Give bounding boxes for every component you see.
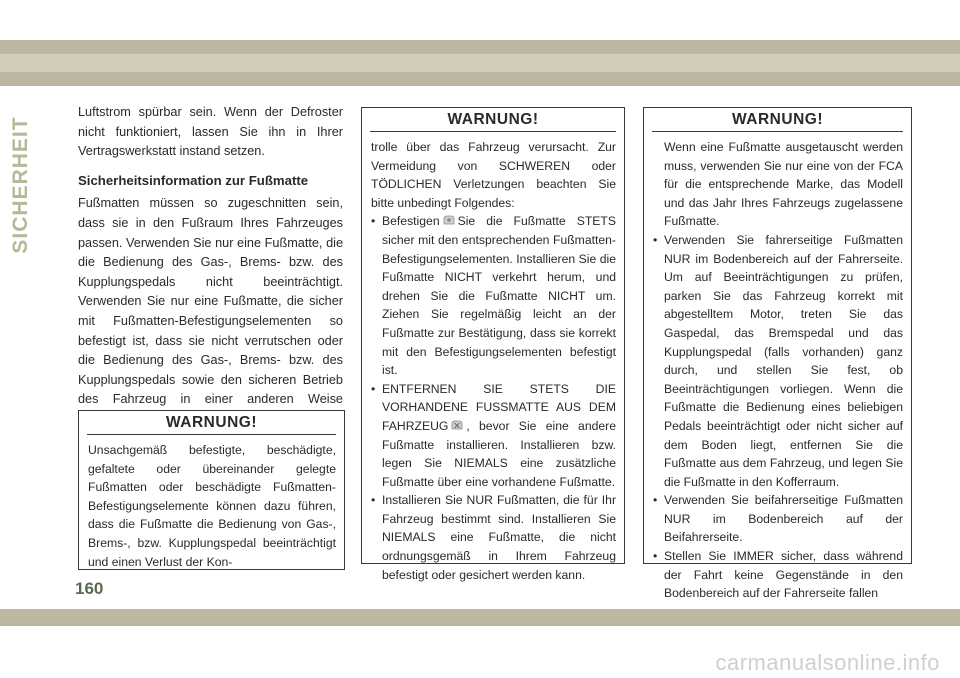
warning-text: Unsachgemäß befestigte, beschädigte, gefaltete oder übereinander gelegte Fußmatten oder beschädigte Fußmatten-Befestigungselemente können dazu führen, dass die Fußmatte die Bedienung von Gas-, Brems-, bzw. Kupplungspedal beeinträchtigt und einen Verlust der Kon-: [88, 443, 336, 569]
watermark-text: carmanualsonline.info: [715, 650, 940, 675]
warning-intro: Wenn eine Fußmatte ausgetauscht werden muss, verwenden Sie nur eine von der FCA für die entsprechende Marke, das Modell und das Jahr Ihres Fahrzeugs zugelassene Fußmatte.: [664, 140, 903, 229]
header-band-stripe: [0, 54, 960, 72]
warning-intro: trolle über das Fahrzeug verursacht. Zur Vermeidung von SCHWEREN oder TÖDLICHEN Verletzungen beachten Sie bitte unbedingt Folgendes:: [371, 140, 616, 210]
floor-mat-remove-icon: [450, 419, 464, 431]
page-number: 160: [75, 579, 104, 598]
list-item: [371, 212, 616, 379]
warning-box-3: [643, 107, 912, 601]
header-band: [0, 40, 960, 86]
warning-list: [371, 212, 616, 584]
section-label-text: SICHERHEIT: [9, 116, 32, 254]
list-item: [371, 380, 616, 492]
warning-box-1: [78, 410, 345, 570]
section-heading: Sicherheitsinformation zur Fußmatte: [78, 172, 309, 188]
footer-band: [0, 609, 960, 626]
floor-mat-paragraph: Fußmatten müssen so zugeschnitten sein, dass sie in den Fußraum Ihres Fahrzeuges passen. Verwenden Sie nur eine Fußmatte, die die Bedienung des Gas-, Brems- bzw. des Kupplungspedals nicht beeinträchtigt. Verwenden Sie nur eine Fußmatte, die sicher mit Fußmatten-Befestigungselementen so befestigt ist, dass sie nicht verrutschen oder die Bedienung des Gas-, Brems- bzw. des Kupplungspedals sowie den sicheren Betrieb des Fahrzeug in einer anderen Weise: [78, 196, 343, 407]
warning-title: WARNUNG!: [87, 411, 336, 435]
list-item-text: ENTFERNEN SIE STETS DIE VORHANDENE FUSSMATTE AUS DEM FAHRZEUG: [382, 381, 616, 433]
list-item-text: , bevor Sie eine andere Fußmatte installieren. Installieren bzw. legen Sie NIEMALS eine zusätzliche Fußmatte über eine vorhandene Fußmatte.: [382, 418, 616, 489]
list-item: • Stellen Sie IMMER sicher, dass während der Fahrt keine Gegenstände in den Bodenbereich auf der Fahrerseite fallen: [653, 547, 903, 603]
warning-body: [644, 132, 911, 609]
list-item: • Verwenden Sie fahrerseitige Fußmatten NUR im Bodenbereich auf der Fahrerseite. Um auf Beeinträchtigungen zu prüfen, parken Sie das Fahrzeug korrekt mit abgestelltem Motor, treten Sie das Gaspedal, das Bremspedal und das Kupplungspedal (falls vorhanden) ganz durch, und stellen Sie fest, ob Beeinträchtigungen vorliegen. Wenn die Fußmatte die Bedienung eines beliebigen Pedals beeinträchtigt oder nicht sicher auf dem Boden liegt, entfernen Sie die Fußmatte aus dem Fahrzeug, und legen Sie die Fußmatte in den Kofferraum.: [653, 231, 903, 491]
warning-body: [79, 435, 344, 577]
list-item: • Verwenden Sie beifahrerseitige Fußmatten NUR im Bodenbereich auf der Beifahrerseite.: [653, 491, 903, 547]
list-item-text: Sie die Fußmatte STETS sicher mit den entsprechenden Fußmatten-Befestigungselementen. Installieren Sie die Fußmatte NICHT verkehrt herum, und drehen Sie die Fußmatte NICHT um. Ziehen Sie regelmäßig leicht an der Fußmatte zur Bestätigung, dass sie korrekt mit den Befestigungselementen befestigt ist.: [382, 214, 616, 378]
warning-box-2: [361, 107, 625, 582]
intro-paragraph: Luftstrom spürbar sein. Wenn der Defroster nicht funktioniert, lassen Sie ihn in Ihrer Vertragswerkstatt instand setzen.: [78, 105, 343, 159]
warning-title: WARNUNG!: [370, 108, 616, 132]
section-side-label: [10, 105, 32, 265]
list-item: • Installieren Sie NUR Fußmatten, die für Ihr Fahrzeug bestimmt sind. Installieren Sie NIEMALS eine Fußmatte, die nicht ordnungsgemäß in Ihrem Fahrzeug befestigt oder gesichert werden kann.: [371, 491, 616, 584]
warning-title: WARNUNG!: [652, 108, 903, 132]
warning-list: [653, 231, 903, 603]
warning-body: [362, 132, 624, 590]
floor-mat-fastener-icon: [442, 214, 456, 226]
text-column-1: [78, 103, 343, 430]
list-item-text: Befestigen: [382, 214, 440, 229]
